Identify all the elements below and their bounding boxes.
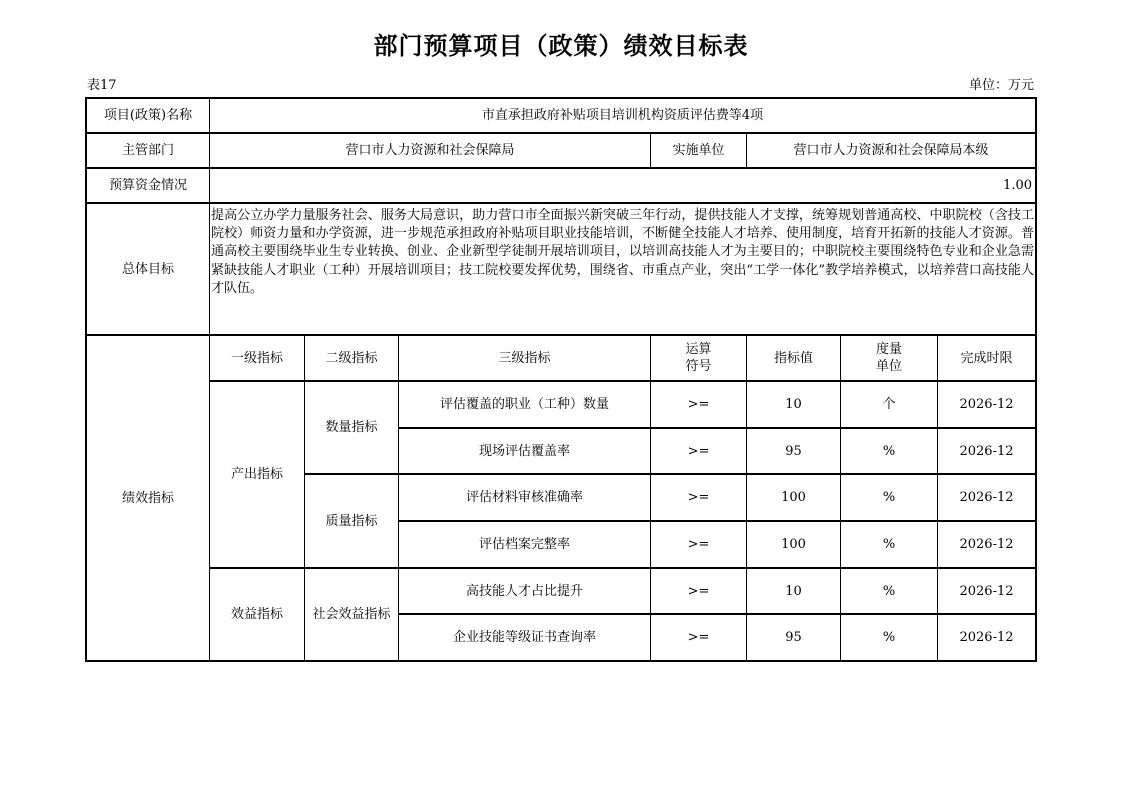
impl-value: 营口市人力资源和社会保障局本级: [793, 143, 989, 158]
group-output: 产出指标: [230, 467, 283, 482]
indicator-deadline: 2026-12: [959, 443, 1014, 459]
unit-value: 万元: [1007, 78, 1034, 93]
indicator-operator: >=: [687, 397, 710, 412]
header-unit: [841, 336, 937, 380]
perf-label: 绩效指标: [121, 490, 174, 506]
indicator-unit: %: [882, 443, 896, 459]
indicator-operator: >=: [687, 630, 710, 645]
goal-label: 总体目标: [121, 261, 174, 277]
dept-value: 营口市人力资源和社会保障局: [345, 143, 515, 158]
header-level2: 二级指标: [325, 350, 378, 366]
subgroup-quality: 质量指标: [325, 513, 378, 529]
indicator-value: 95: [785, 443, 802, 459]
table-border-bottom: [85, 660, 1037, 662]
page-title: 部门预算项目（政策）绩效目标表: [373, 31, 749, 60]
indicator-operator: >=: [687, 490, 710, 505]
indicator-unit: 个: [882, 397, 896, 412]
indicator-unit: %: [882, 537, 896, 552]
indicator-unit: %: [882, 630, 896, 645]
header-value: 指标值: [773, 350, 813, 366]
header-operator-line1: 运算: [685, 342, 712, 357]
indicator-name: 评估覆盖的职业（工种）数量: [439, 397, 609, 412]
indicator-operator: >=: [687, 537, 710, 552]
indicator-deadline: 2026-12: [959, 583, 1014, 599]
indicator-name: 现场评估覆盖率: [478, 443, 570, 459]
header-deadline: 完成时限: [960, 350, 1013, 366]
indicator-operator: >=: [687, 583, 710, 599]
indicator-name: 高技能人才占比提升: [465, 583, 583, 599]
indicator-value: 100: [781, 537, 806, 552]
indicator-name: 企业技能等级证书查询率: [452, 630, 596, 645]
indicator-value: 100: [781, 490, 806, 505]
indicator-name: 评估档案完整率: [478, 537, 570, 552]
indicator-value: 10: [785, 397, 802, 412]
impl-label: 实施单位: [672, 143, 725, 158]
header-level1: 一级指标: [230, 350, 283, 366]
table-border-right: [1035, 97, 1037, 662]
budget-value: 1.00: [1003, 178, 1032, 193]
subgroup-quantity: 数量指标: [325, 420, 378, 435]
dept-label: 主管部门: [121, 143, 174, 158]
indicator-operator: >=: [687, 443, 710, 459]
header-operator: [651, 336, 746, 380]
goal-text: 提高公立办学力量服务社会、服务大局意识，助力营口市全面振兴新突破三年行动，提供技能人才支撑，统筹规划普通高校、中职院校（含技工院校）师资力量和办学资源，进一步规范承担政府补贴项目职业技能培训，不断健全技能人才培养、使用制度，培育开拓新的技能人才资源。普通高校主要围绕毕业生专业转换、创业、企业新型学徒制开展培训项目，以培训高技能人才为主要目的；中职院校主要围绕特色专业和企业急需紧缺技能人才职业（工种）开展培训项目；技工院校要发挥优势，围绕省、市重点产业，突出“工学一体化”教学培养模式，以培养营口高技能人才队伍。: [211, 208, 1034, 296]
indicator-deadline: 2026-12: [959, 537, 1014, 552]
table-number: 表17: [87, 78, 117, 93]
subgroup-social: 社会效益指标: [312, 607, 391, 622]
indicator-unit: %: [882, 583, 896, 599]
row-divider: [85, 202, 1037, 204]
indicator-deadline: 2026-12: [959, 397, 1014, 412]
header-unit-line1: 度量: [875, 342, 902, 357]
header-operator-line2: 符号: [685, 359, 712, 374]
header-level3: 三级指标: [498, 350, 551, 366]
indicator-deadline: 2026-12: [959, 630, 1014, 645]
header-unit-line2: 单位: [875, 359, 902, 374]
indicator-name: 评估材料审核准确率: [465, 490, 583, 505]
budget-label: 预算资金情况: [108, 178, 187, 193]
group-benefit: 效益指标: [230, 607, 283, 622]
indicator-unit: %: [882, 490, 896, 505]
indicator-value: 95: [785, 630, 802, 645]
project-name-label: 项目(政策)名称: [103, 108, 193, 123]
project-name-value: 市直承担政府补贴项目培训机构资质评估费等4项: [481, 108, 764, 123]
indicator-value: 10: [785, 583, 802, 599]
unit-label: 单位：: [968, 78, 1008, 93]
indicator-deadline: 2026-12: [959, 490, 1014, 505]
